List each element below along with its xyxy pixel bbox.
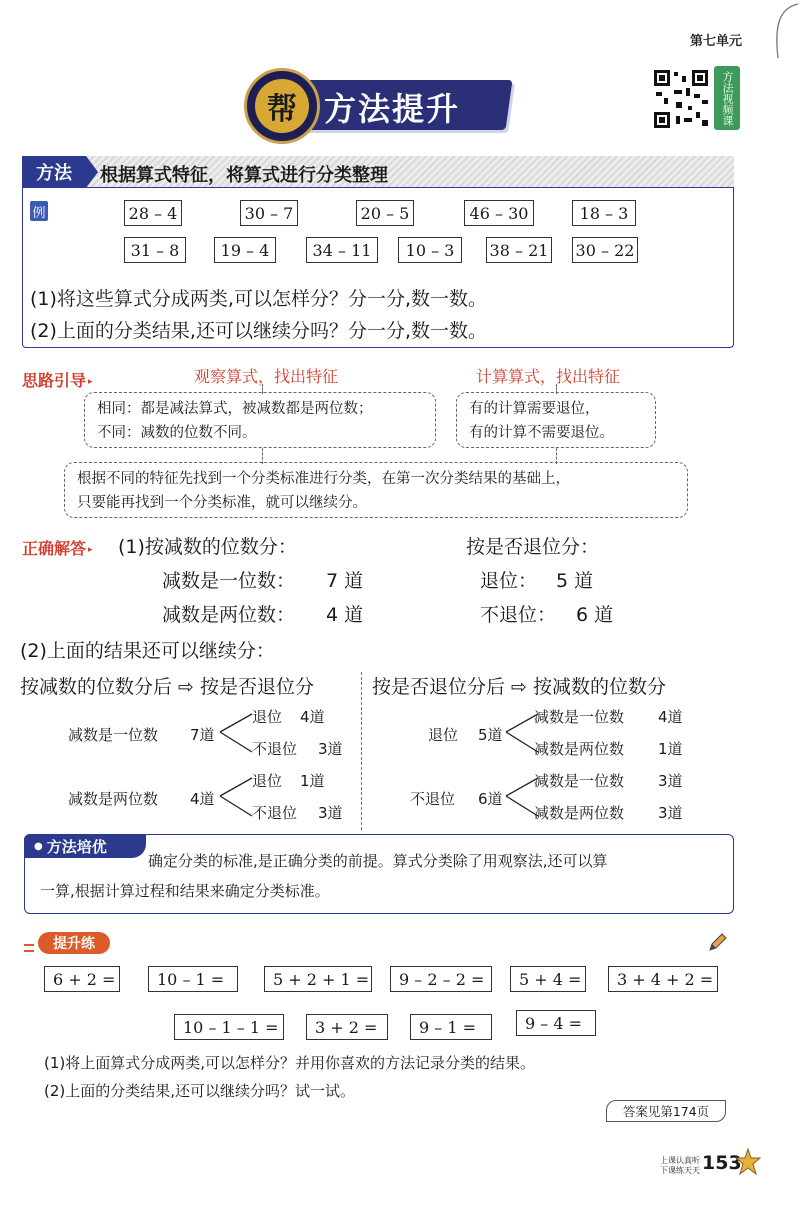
answer-part1-right-title: 按是否退位分： [466, 536, 600, 558]
answer-value: 6 道 [576, 604, 614, 626]
tree-right-head: 按是否退位分后 ⇨ 按减数的位数分 [372, 676, 666, 698]
equation-box: 10 – 3 [398, 237, 462, 263]
triangle-icon: ▸ [88, 376, 93, 387]
title-text: 方法提升 [324, 90, 461, 128]
tree-branch-value: 1道 [658, 740, 683, 758]
guide-text: 只要能再找到一个分类标准，就可以继续分。 [77, 495, 367, 511]
qr-video-tag[interactable]: 方法视频课 [714, 66, 740, 130]
tree-branch: 不退位 [252, 804, 298, 822]
guide-text: 有的计算需要退位， [469, 401, 600, 417]
practice-equation-box[interactable]: 5 + 4 = [510, 966, 586, 992]
section-title [244, 68, 514, 148]
tip-line-2: 一算,根据计算过程和结果来确定分类标准。 [40, 882, 330, 900]
practice-question-1: (1)将上面算式分成两类,可以怎样分？并用你喜欢的方法记录分类的结果。 [44, 1054, 536, 1072]
method-title: 根据算式特征，将算式进行分类整理 [100, 165, 388, 186]
guide-text: 不同：减数的位数不同。 [97, 425, 257, 441]
tree-branch: 减数是一位数 [534, 708, 625, 726]
tree-root: 减数是一位数 [68, 726, 159, 744]
equation-box: 20 – 5 [356, 200, 414, 226]
tree-root: 退位 [428, 726, 459, 744]
page-number: 153 [702, 1152, 742, 1174]
answer-part1-title: (1)按减数的位数分： [118, 536, 297, 558]
guide-text: 有的计算不需要退位。 [469, 425, 614, 441]
answer-value: 5 道 [556, 570, 594, 592]
practice-equation-box[interactable]: 10 – 1 – 1 = [174, 1014, 284, 1040]
equation-box: 31 – 8 [124, 237, 186, 263]
answer-line: 减数是一位数： [162, 570, 296, 592]
answer-label: 正确解答 ▸ [22, 539, 93, 558]
tree-branch-value: 4道 [658, 708, 683, 726]
tree-branch-value: 4道 [300, 708, 325, 726]
tree-count: 6道 [478, 790, 503, 808]
practice-equation-box[interactable]: 9 – 2 – 2 = [390, 966, 492, 992]
tree-branch-value: 3道 [318, 740, 343, 758]
practice-equation-box[interactable]: 3 + 2 = [306, 1014, 388, 1040]
tree-branch-value: 3道 [658, 804, 683, 822]
page-corner-curve [740, 0, 800, 60]
equation-box: 30 – 7 [240, 200, 298, 226]
tree-branch: 减数是一位数 [534, 772, 625, 790]
practice-equation-box[interactable]: 10 – 1 = [148, 966, 238, 992]
guide-text: 相同：都是减法算式，被减数都是两位数； [97, 401, 373, 417]
equation-box: 34 – 11 [306, 237, 378, 263]
qr-code-icon[interactable] [652, 68, 710, 130]
equation-box: 19 – 4 [214, 237, 276, 263]
dot-icon: ● [34, 840, 43, 852]
answer-part2-title: (2)上面的结果还可以继续分： [20, 640, 275, 662]
practice-dash [24, 950, 34, 952]
practice-dash [24, 944, 34, 946]
tree-branch: 减数是两位数 [534, 740, 625, 758]
question-2: (2)上面的分类结果,还可以继续分吗？分一分,数一数。 [30, 320, 487, 342]
guide-text: 根据不同的特征先找到一个分类标准进行分类，在第一次分类结果的基础上， [77, 471, 570, 487]
guide-head-right: 计算算式，找出特征 [476, 367, 621, 386]
tree-left-head: 按减数的位数分后 ⇨ 按是否退位分 [20, 676, 314, 698]
practice-equation-box[interactable]: 3 + 4 + 2 = [608, 966, 718, 992]
triangle-icon: ▸ [88, 544, 93, 555]
guide-box-left [84, 392, 436, 448]
answer-value: 7 道 [326, 570, 364, 592]
answer-line: 退位： [480, 570, 538, 592]
footer-slogan [660, 1156, 700, 1176]
answer-reference: 答案见第174页 [606, 1100, 726, 1122]
pencil-icon [706, 932, 728, 954]
practice-equation-box[interactable]: 5 + 2 + 1 = [264, 966, 372, 992]
tree-count: 4道 [190, 790, 215, 808]
tree-branch-value: 1道 [300, 772, 325, 790]
question-1: (1)将这些算式分成两类,可以怎样分？分一分,数一数。 [30, 288, 487, 310]
tree-count: 5道 [478, 726, 503, 744]
equation-box: 28 – 4 [124, 200, 182, 226]
guide-label: 思路引导 ▸ [22, 371, 93, 390]
example-icon: 例 [30, 201, 48, 221]
tree-branch: 减数是两位数 [534, 804, 625, 822]
title-badge [244, 68, 320, 144]
practice-equation-box[interactable]: 9 – 4 = [516, 1010, 596, 1036]
tree-divider [361, 672, 362, 830]
slogan-line: 下课练天天 [660, 1166, 700, 1175]
tree-branch-value: 3道 [658, 772, 683, 790]
answer-line: 减数是两位数： [162, 604, 296, 626]
practice-equation-box[interactable]: 6 + 2 = [44, 966, 120, 992]
tree-branch: 退位 [252, 772, 283, 790]
tree-branch: 退位 [252, 708, 283, 726]
tree-root: 不退位 [410, 790, 456, 808]
method-tag: 方法 [22, 156, 86, 188]
tree-count: 7道 [190, 726, 215, 744]
tip-line-1: 确定分类的标准,是正确分类的前提。算式分类除了用观察法,还可以算 [148, 852, 608, 870]
practice-tag: 提升练 [38, 932, 110, 954]
equation-box: 46 – 30 [464, 200, 534, 226]
practice-equation-box[interactable]: 9 – 1 = [410, 1014, 492, 1040]
slogan-line: 上课认真听 [660, 1156, 700, 1165]
practice-question-2: (2)上面的分类结果,还可以继续分吗？试一试。 [44, 1082, 356, 1100]
branch-lines [218, 712, 254, 756]
equation-box: 30 – 22 [572, 237, 638, 263]
answer-line: 不退位： [480, 604, 557, 626]
unit-label: 第七单元 [689, 34, 742, 49]
guide-box-bottom [64, 462, 688, 518]
tip-tag: ● 方法培优 [24, 834, 146, 858]
tree-branch-value: 3道 [318, 804, 343, 822]
equation-box: 18 – 3 [572, 200, 636, 226]
star-icon [735, 1148, 761, 1176]
equation-box: 38 – 21 [486, 237, 552, 263]
tree-root: 减数是两位数 [68, 790, 159, 808]
guide-box-right [456, 392, 656, 448]
tree-branch: 不退位 [252, 740, 298, 758]
guide-head-left: 观察算式，找出特征 [194, 367, 339, 386]
answer-value: 4 道 [326, 604, 364, 626]
branch-lines [218, 776, 254, 820]
badge-char: 帮 [255, 79, 309, 133]
